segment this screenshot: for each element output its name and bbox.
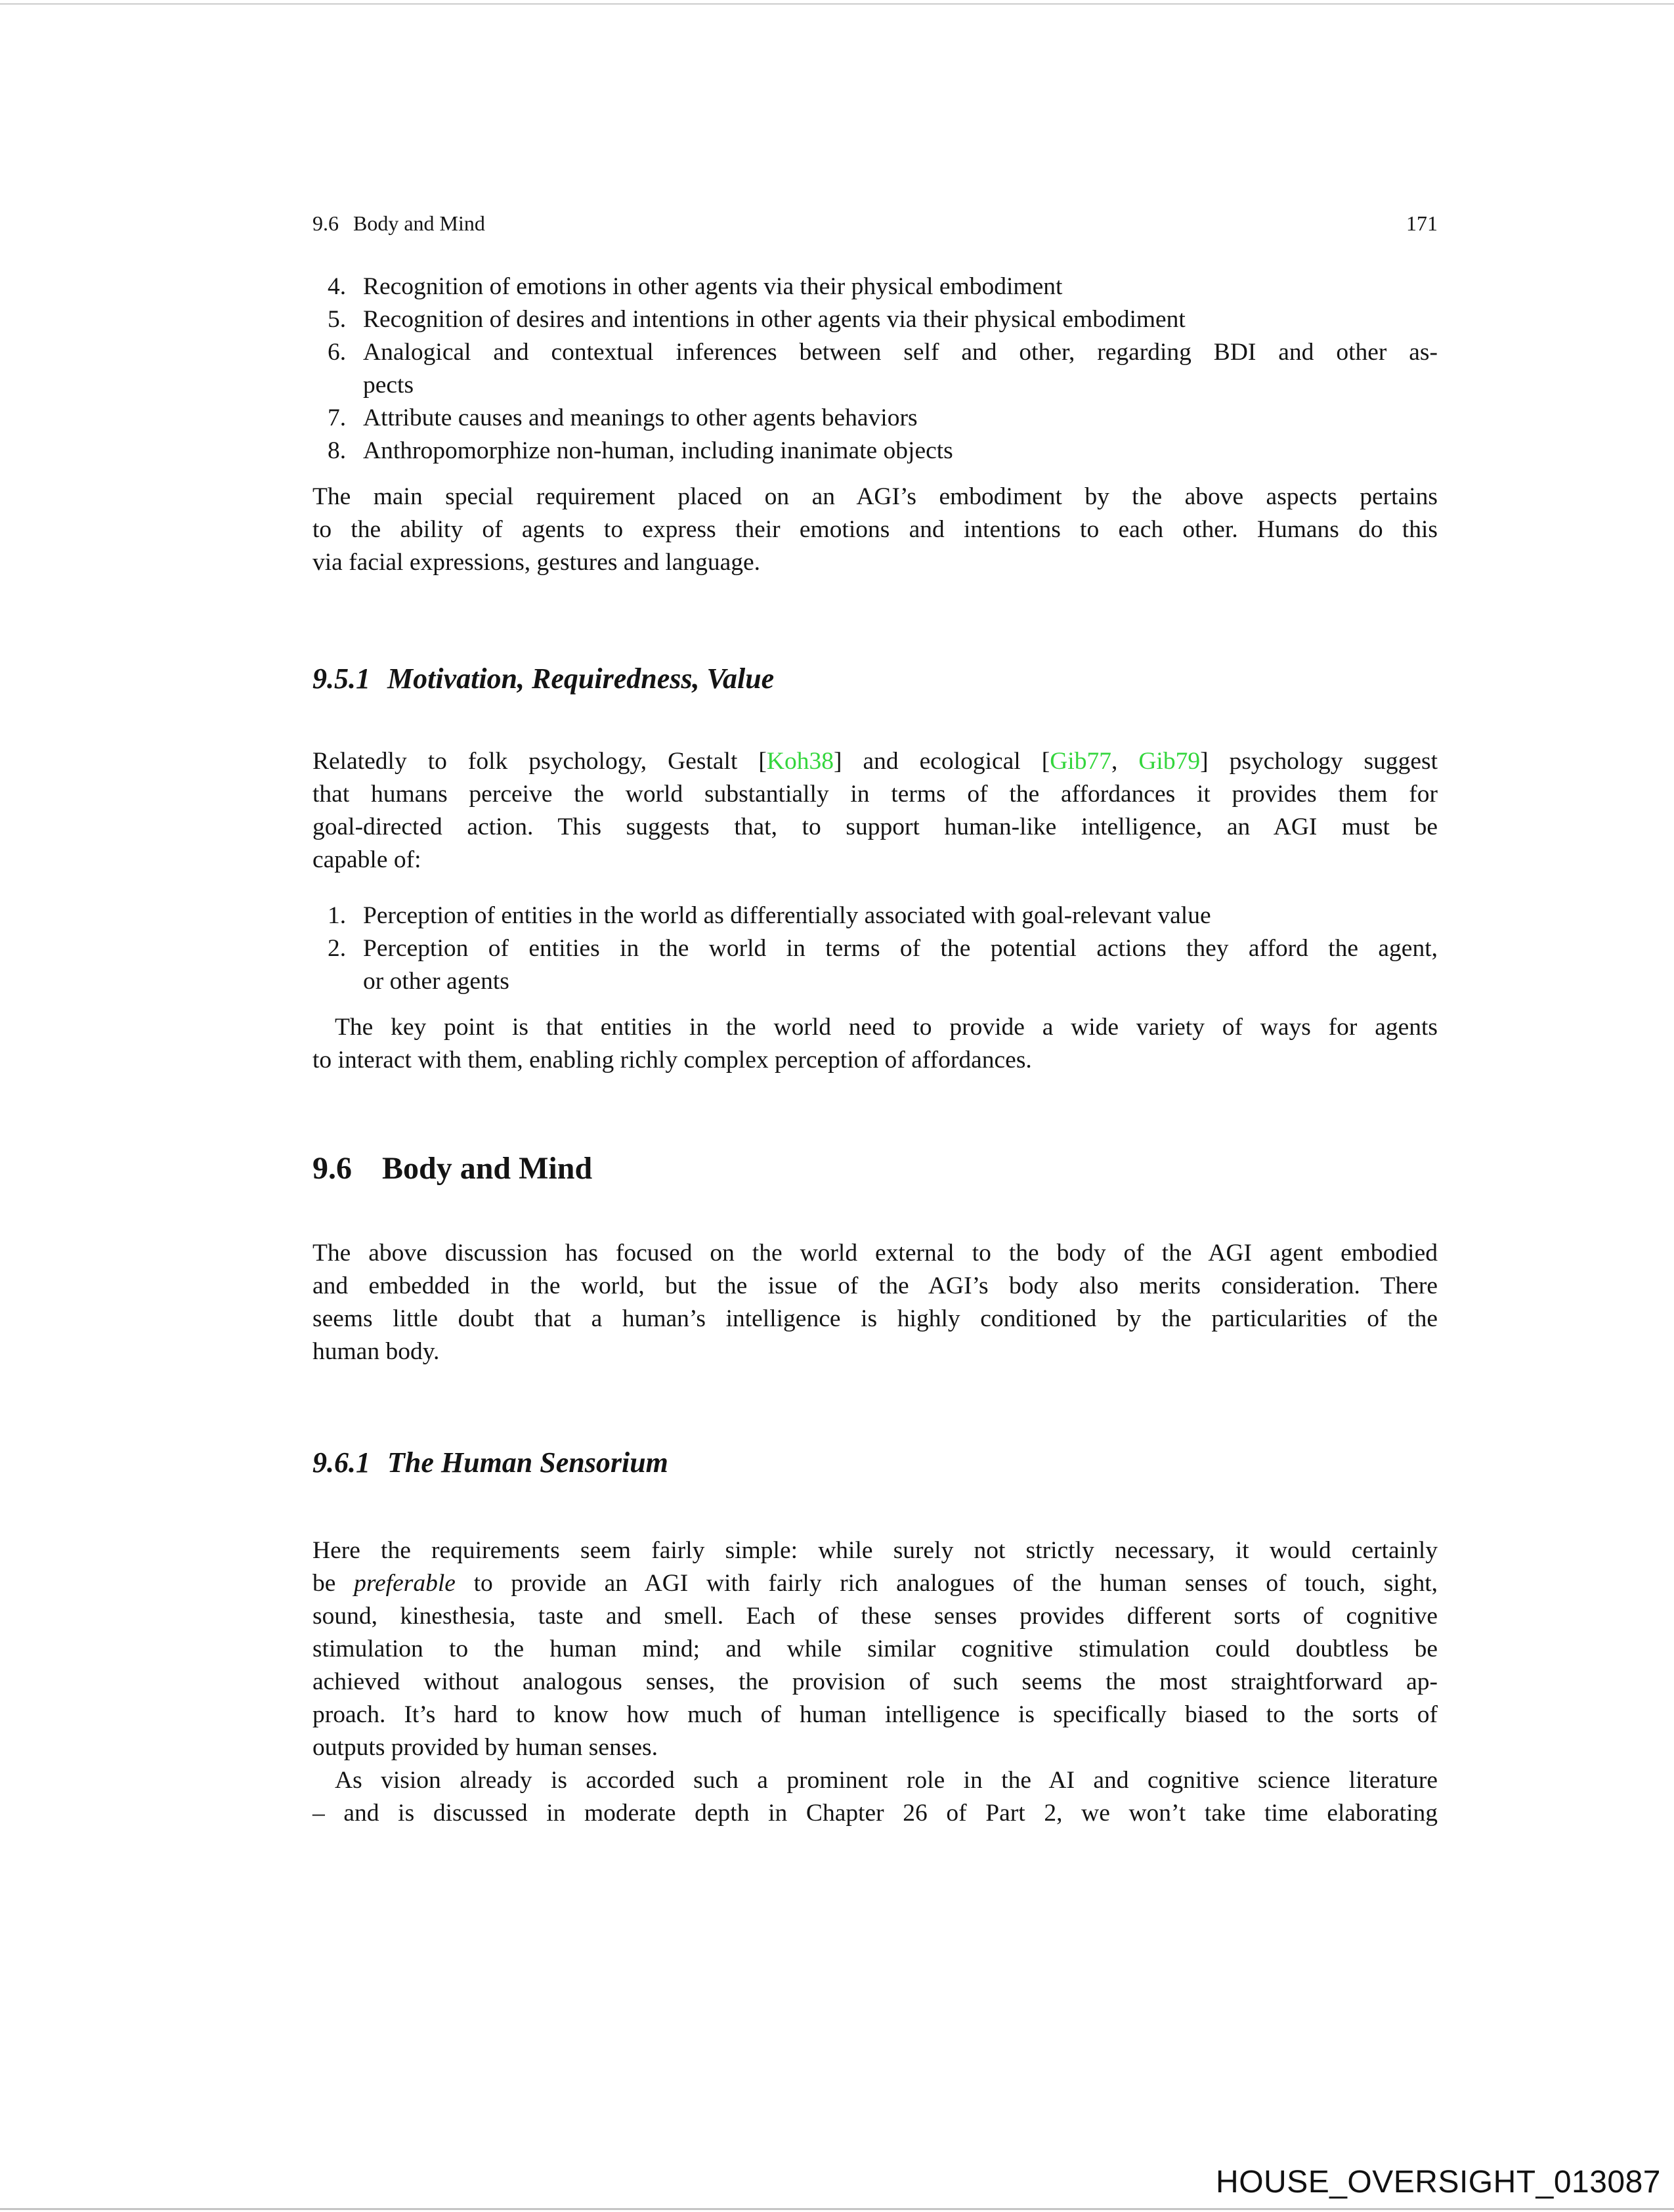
ordered-list-perception bbox=[312, 900, 1438, 998]
list-item bbox=[312, 271, 1438, 303]
citation-link-koh38[interactable]: Koh38 bbox=[766, 748, 834, 775]
section-number: 9.6 bbox=[312, 1151, 352, 1186]
list-item bbox=[312, 402, 1438, 435]
list-item-text: Anthropomorphize non-human, including inanimate objects bbox=[363, 437, 953, 464]
text-segment: Relatedly to folk psychology, Gestalt [ bbox=[312, 748, 767, 775]
text-line: proach. It’s hard to know how much of human intelligence is specifically biased to the sorts of bbox=[312, 1701, 1438, 1728]
running-header bbox=[312, 210, 1438, 236]
subsection-heading-961 bbox=[312, 1442, 1438, 1484]
running-header-section-number: 9.6 bbox=[312, 211, 339, 235]
list-item-number: 5. bbox=[328, 306, 347, 333]
running-header-section-title: Body and Mind bbox=[353, 211, 485, 235]
text-line: that humans perceive the world substantially in terms of the affordances it provides them for bbox=[312, 781, 1438, 808]
text-line: via facial expressions, gestures and language. bbox=[312, 549, 761, 576]
list-item-number: 6. bbox=[328, 339, 347, 366]
text-segment: , bbox=[1111, 748, 1139, 775]
text-line: The above discussion has focused on the world external to the body of the AGI agent embodied bbox=[312, 1240, 1438, 1267]
text-line: seems little doubt that a human’s intelligence is highly conditioned by the particularities of the bbox=[312, 1305, 1438, 1332]
list-item bbox=[312, 435, 1438, 467]
bates-stamp: HOUSE_OVERSIGHT_013087 bbox=[1216, 2165, 1661, 2200]
subsection-number: 9.6.1 bbox=[312, 1446, 370, 1479]
text-segment: be bbox=[312, 1570, 354, 1597]
paragraph-folk-psychology bbox=[312, 745, 1438, 877]
list-item-text: Perception of entities in the world in terms of the potential actions they afford the agent, bbox=[363, 935, 1438, 962]
subsection-heading-951 bbox=[312, 658, 1438, 700]
citation-link-gib79[interactable]: Gib79 bbox=[1138, 748, 1201, 775]
text-line: achieved without analogous senses, the provision of such seems the most straightforward ap- bbox=[312, 1668, 1438, 1695]
citation-link-gib77[interactable]: Gib77 bbox=[1050, 748, 1111, 775]
text-line-with-citations bbox=[312, 745, 1438, 778]
list-item-continuation bbox=[312, 965, 1438, 998]
text-line: The main special requirement placed on an AGI’s embodiment by the above aspects pertains bbox=[312, 483, 1438, 510]
list-item bbox=[312, 900, 1438, 932]
list-item-number: 8. bbox=[328, 437, 347, 464]
text-line: – and is discussed in moderate depth in Chapter 26 of Part 2, we won’t take time elaborating bbox=[312, 1800, 1438, 1827]
text-line: The key point is that entities in the world need to provide a wide variety of ways for agents bbox=[335, 1014, 1438, 1041]
section-title: Body and Mind bbox=[382, 1151, 593, 1186]
text-line: to interact with them, enabling richly complex perception of affordances. bbox=[312, 1047, 1032, 1073]
list-item-continuation bbox=[312, 369, 1438, 402]
subsection-title: The Human Sensorium bbox=[387, 1446, 668, 1479]
list-item-number: 1. bbox=[328, 902, 347, 929]
text-line: Here the requirements seem fairly simple: while surely not strictly necessary, it would certainly bbox=[312, 1537, 1438, 1564]
list-item-number: 4. bbox=[328, 273, 347, 300]
list-item-text: or other agents bbox=[363, 968, 509, 995]
list-item-number: 2. bbox=[328, 935, 347, 962]
text-line: As vision already is accorded such a prominent role in the AI and cognitive science literature bbox=[335, 1767, 1438, 1794]
text-line: human body. bbox=[312, 1338, 440, 1365]
paragraph-key-point bbox=[312, 1011, 1438, 1077]
list-item-text: pects bbox=[363, 372, 414, 399]
section-heading-96 bbox=[312, 1146, 1438, 1192]
subsection-number: 9.5.1 bbox=[312, 662, 370, 695]
paragraph-human-sensorium bbox=[312, 1534, 1438, 1764]
page-number: 171 bbox=[1406, 211, 1438, 235]
text-line: sound, kinesthesia, taste and smell. Each of these senses provides different sorts of cognitive bbox=[312, 1603, 1438, 1630]
list-item bbox=[312, 336, 1438, 369]
list-item-text: Attribute causes and meanings to other agents behaviors bbox=[363, 404, 918, 431]
list-item bbox=[312, 932, 1438, 965]
text-line-with-emphasis bbox=[312, 1567, 1438, 1600]
list-item-text: Perception of entities in the world as differentially associated with goal-relevant value bbox=[363, 902, 1211, 929]
list-item-text: Recognition of desires and intentions in other agents via their physical embodiment bbox=[363, 306, 1186, 333]
emphasized-word: preferable bbox=[354, 1570, 456, 1597]
list-item bbox=[312, 303, 1438, 336]
paragraph-above-discussion bbox=[312, 1237, 1438, 1368]
paragraph-embodiment-requirement bbox=[312, 481, 1438, 579]
text-line: capable of: bbox=[312, 846, 421, 873]
text-line: and embedded in the world, but the issue of the AGI’s body also merits consideration. There bbox=[312, 1272, 1438, 1299]
list-item-text: Analogical and contextual inferences between self and other, regarding BDI and other as- bbox=[363, 339, 1438, 366]
paragraph-vision bbox=[312, 1764, 1438, 1830]
text-segment: to provide an AGI with fairly rich analogues of the human senses of touch, sight, bbox=[455, 1570, 1438, 1597]
ordered-list-embodiment-aspects bbox=[312, 271, 1438, 467]
text-line: to the ability of agents to express their emotions and intentions to each other. Humans do this bbox=[312, 516, 1438, 543]
text-line: goal-directed action. This suggests that, to support human-like intelligence, an AGI must be bbox=[312, 813, 1438, 840]
text-line: stimulation to the human mind; and while similar cognitive stimulation could doubtless be bbox=[312, 1636, 1438, 1662]
text-segment: ] and ecological [ bbox=[833, 748, 1050, 775]
text-line: outputs provided by human senses. bbox=[312, 1734, 658, 1761]
scan-edge bbox=[0, 3, 1674, 5]
text-segment: ] psychology suggest bbox=[1200, 748, 1438, 775]
scan-edge bbox=[0, 2208, 1674, 2210]
list-item-text: Recognition of emotions in other agents via their physical embodiment bbox=[363, 273, 1063, 300]
subsection-title: Motivation, Requiredness, Value bbox=[387, 662, 775, 695]
list-item-number: 7. bbox=[328, 404, 347, 431]
